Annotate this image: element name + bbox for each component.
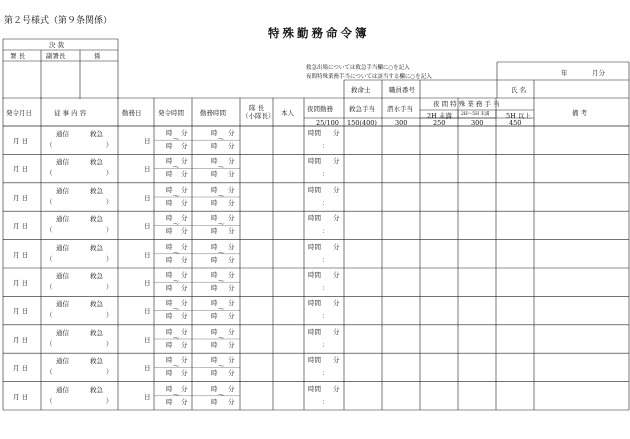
row-wt-hour: 時 xyxy=(211,214,218,223)
rate-ns-h1: 2H～5H 未満 xyxy=(461,112,490,117)
row-ot-minute: 分 xyxy=(181,271,188,279)
row-ot-hour2: 時 xyxy=(166,170,173,179)
row-day: 日 xyxy=(144,307,151,316)
row-wt-minute: 分 xyxy=(228,214,235,223)
row-paren-close: ） xyxy=(106,169,113,178)
row-wt-hour: 時 xyxy=(211,299,218,308)
row-kyukyu: 救急 xyxy=(90,300,103,309)
row-ot-tilde: 〜 xyxy=(173,220,180,229)
col-duty: 従 事 内 容 xyxy=(54,109,87,117)
row-wt-hour2: 時 xyxy=(211,227,218,236)
row-month-day: 月 日 xyxy=(13,279,29,287)
row-ot-minute2: 分 xyxy=(181,340,188,349)
row-wt-hour2: 時 xyxy=(211,170,218,179)
row-ot-hour: 時 xyxy=(166,271,173,279)
row-night-minute: 分 xyxy=(333,327,340,336)
row-jikan: 時間 xyxy=(308,299,321,308)
col-night: 夜間勤務 xyxy=(307,105,333,113)
row-wt-hour: 時 xyxy=(211,384,218,393)
row-wt-minute: 分 xyxy=(228,185,235,194)
row-ot-hour2: 時 xyxy=(166,312,173,321)
row-colon: ： xyxy=(322,227,329,236)
role-label-staff-number: 職員番号 xyxy=(389,86,415,94)
note-emergency: 救急出場については救急手当欄に○を記入 xyxy=(306,65,410,71)
row-wt-hour: 時 xyxy=(211,185,218,194)
rate-ns-v2: 450 xyxy=(509,119,522,127)
row-tsushin: 通信 xyxy=(56,300,69,309)
row-wt-minute: 分 xyxy=(228,271,235,279)
row-ot-hour2: 時 xyxy=(166,255,173,264)
row-jikan: 時間 xyxy=(308,214,321,223)
row-paren-open: （ xyxy=(46,311,53,320)
row-tsushin: 通信 xyxy=(56,328,69,337)
role-label-paramedic: 救命士 xyxy=(351,86,371,94)
row-wt-tilde: 〜 xyxy=(218,305,225,314)
row-kyukyu: 救急 xyxy=(90,328,103,337)
row-paren-open: （ xyxy=(46,169,53,178)
row-wt-tilde: 〜 xyxy=(218,135,225,143)
row-tsushin: 通信 xyxy=(56,357,69,366)
row-wt-minute: 分 xyxy=(228,356,235,365)
row-kyukyu: 救急 xyxy=(90,272,103,280)
row-ot-hour: 時 xyxy=(166,327,173,336)
col-order-date: 発令月日 xyxy=(6,109,32,117)
row-day: 日 xyxy=(144,335,151,344)
row-wt-minute2: 分 xyxy=(228,369,235,378)
row-kyukyu: 救急 xyxy=(90,186,103,195)
row-wt-tilde: 〜 xyxy=(218,163,225,172)
row-wt-hour2: 時 xyxy=(211,340,218,349)
row-ot-hour: 時 xyxy=(166,214,173,223)
row-wt-tilde: 〜 xyxy=(218,362,225,371)
row-ot-minute: 分 xyxy=(181,185,188,194)
row-month-day: 月 日 xyxy=(13,137,29,145)
row-wt-minute: 分 xyxy=(228,299,235,308)
row-wt-hour: 時 xyxy=(211,129,218,137)
row-tsushin: 通信 xyxy=(56,243,69,252)
row-paren-close: ） xyxy=(106,226,113,235)
row-wt-minute: 分 xyxy=(228,157,235,166)
row-ot-tilde: 〜 xyxy=(173,305,180,314)
row-wt-hour2: 時 xyxy=(211,198,218,207)
row-month-day: 月 日 xyxy=(13,392,29,401)
row-wt-minute2: 分 xyxy=(228,284,235,292)
col-work-date: 勤務日 xyxy=(122,109,142,117)
row-paren-open: （ xyxy=(46,141,53,149)
row-day: 日 xyxy=(144,279,151,287)
row-colon: ： xyxy=(322,198,329,207)
period-year: 年 xyxy=(561,69,568,77)
row-wt-minute: 分 xyxy=(228,327,235,336)
row-ot-tilde: 〜 xyxy=(173,248,180,257)
row-paren-close: ） xyxy=(106,254,113,263)
row-ot-minute: 分 xyxy=(181,327,188,336)
row-jikan: 時間 xyxy=(308,384,321,393)
row-jikan: 時間 xyxy=(308,271,321,279)
row-ot-hour: 時 xyxy=(166,242,173,251)
row-paren-close: ） xyxy=(106,283,113,291)
note-night: 夜間特殊業務手当については該当する欄に○を記入 xyxy=(306,74,432,80)
rate-emergency: 150(400) xyxy=(347,119,377,127)
row-ot-minute2: 分 xyxy=(181,397,188,406)
col-water: 潜水手当 xyxy=(387,105,413,113)
row-day: 日 xyxy=(144,364,151,373)
row-wt-hour2: 時 xyxy=(211,369,218,378)
row-paren-open: （ xyxy=(46,396,53,405)
row-colon: ： xyxy=(322,340,329,349)
row-ot-minute2: 分 xyxy=(181,369,188,378)
col-self: 本人 xyxy=(281,109,294,117)
row-ot-hour2: 時 xyxy=(166,369,173,378)
row-wt-tilde: 〜 xyxy=(218,191,225,200)
row-wt-hour: 時 xyxy=(211,242,218,251)
col-work-time: 勤務時間 xyxy=(200,109,226,117)
row-ot-hour: 時 xyxy=(166,384,173,393)
row-tsushin: 通信 xyxy=(56,186,69,195)
row-day: 日 xyxy=(144,392,151,401)
row-ot-hour2: 時 xyxy=(166,142,173,150)
col-captain: 隊 長 xyxy=(249,104,265,112)
row-paren-open: （ xyxy=(46,283,53,291)
row-day: 日 xyxy=(144,193,151,202)
row-colon: ： xyxy=(322,369,329,378)
row-night-minute: 分 xyxy=(333,185,340,194)
row-day: 日 xyxy=(144,165,151,174)
row-tsushin: 通信 xyxy=(56,215,69,224)
row-colon: ： xyxy=(322,397,329,406)
row-night-minute: 分 xyxy=(333,242,340,251)
row-ot-minute: 分 xyxy=(181,242,188,251)
row-kyukyu: 救急 xyxy=(90,215,103,224)
row-ot-minute: 分 xyxy=(181,214,188,223)
col-order-time: 発令時間 xyxy=(158,109,184,117)
row-paren-open: （ xyxy=(46,197,53,206)
row-ot-minute2: 分 xyxy=(181,227,188,236)
row-ot-minute: 分 xyxy=(181,129,188,137)
row-ot-tilde: 〜 xyxy=(173,362,180,371)
row-month-day: 月 日 xyxy=(13,335,29,344)
row-wt-minute2: 分 xyxy=(228,312,235,321)
row-ot-minute2: 分 xyxy=(181,198,188,207)
row-day: 日 xyxy=(144,222,151,231)
row-wt-minute2: 分 xyxy=(228,170,235,179)
col-emergency: 救急手当 xyxy=(349,105,375,113)
row-paren-close: ） xyxy=(106,339,113,348)
row-kyukyu: 救急 xyxy=(90,130,103,138)
row-colon: ： xyxy=(322,255,329,264)
row-paren-close: ） xyxy=(106,311,113,320)
row-colon: ： xyxy=(322,312,329,321)
col-remarks: 備 考 xyxy=(572,109,588,117)
row-ot-minute2: 分 xyxy=(181,255,188,264)
row-wt-hour2: 時 xyxy=(211,142,218,150)
row-ot-minute2: 分 xyxy=(181,170,188,179)
row-wt-hour: 時 xyxy=(211,271,218,279)
row-month-day: 月 日 xyxy=(13,222,29,231)
row-paren-close: ） xyxy=(106,396,113,405)
rate-ns-h0: 2H 未満 xyxy=(427,112,452,120)
row-jikan: 時間 xyxy=(308,129,321,137)
row-ot-hour2: 時 xyxy=(166,340,173,349)
row-ot-minute: 分 xyxy=(181,157,188,166)
row-paren-open: （ xyxy=(46,254,53,263)
row-night-minute: 分 xyxy=(333,157,340,166)
row-ot-hour2: 時 xyxy=(166,227,173,236)
row-day: 日 xyxy=(144,137,151,145)
row-paren-close: ） xyxy=(106,368,113,377)
rate-ns-v1: 300 xyxy=(471,119,484,127)
row-jikan: 時間 xyxy=(308,157,321,166)
row-ot-tilde: 〜 xyxy=(173,163,180,172)
row-month-day: 月 日 xyxy=(13,364,29,373)
row-wt-tilde: 〜 xyxy=(218,333,225,342)
row-night-minute: 分 xyxy=(333,129,340,137)
row-ot-tilde: 〜 xyxy=(173,277,180,285)
row-wt-hour2: 時 xyxy=(211,397,218,406)
row-kyukyu: 救急 xyxy=(90,385,103,394)
rate-night: 25/100 xyxy=(316,119,339,127)
row-ot-hour: 時 xyxy=(166,299,173,308)
row-jikan: 時間 xyxy=(308,356,321,365)
col-night-special: 夜 間 特 殊 業 務 手 当 xyxy=(433,100,500,108)
rate-ns-v0: 250 xyxy=(433,119,446,127)
row-ot-tilde: 〜 xyxy=(173,191,180,200)
row-wt-minute: 分 xyxy=(228,129,235,137)
row-wt-minute2: 分 xyxy=(228,198,235,207)
row-wt-tilde: 〜 xyxy=(218,248,225,257)
row-wt-minute2: 分 xyxy=(228,142,235,150)
row-ot-minute2: 分 xyxy=(181,142,188,150)
row-night-minute: 分 xyxy=(333,214,340,223)
row-ot-tilde: 〜 xyxy=(173,390,180,399)
row-colon: ： xyxy=(322,170,329,179)
row-wt-minute2: 分 xyxy=(228,397,235,406)
row-wt-hour: 時 xyxy=(211,327,218,336)
row-ot-hour: 時 xyxy=(166,185,173,194)
row-ot-minute: 分 xyxy=(181,299,188,308)
row-night-minute: 分 xyxy=(333,384,340,393)
row-ot-hour2: 時 xyxy=(166,284,173,292)
name-label: 氏 名 xyxy=(511,86,527,94)
row-month-day: 月 日 xyxy=(13,307,29,316)
period-month: 月分 xyxy=(592,69,605,77)
row-wt-minute2: 分 xyxy=(228,227,235,236)
page-title: 特殊勤務命令簿 xyxy=(268,26,370,40)
row-wt-hour2: 時 xyxy=(211,255,218,264)
row-jikan: 時間 xyxy=(308,327,321,336)
row-ot-hour2: 時 xyxy=(166,198,173,207)
row-colon: ： xyxy=(322,284,329,292)
row-jikan: 時間 xyxy=(308,242,321,251)
row-month-day: 月 日 xyxy=(13,165,29,174)
row-ot-hour2: 時 xyxy=(166,397,173,406)
row-wt-hour2: 時 xyxy=(211,284,218,292)
row-wt-hour2: 時 xyxy=(211,312,218,321)
approval-col-chief: 署 長 xyxy=(10,52,26,60)
row-kyukyu: 救急 xyxy=(90,158,103,167)
row-tsushin: 通信 xyxy=(56,130,69,138)
row-kyukyu: 救急 xyxy=(90,243,103,252)
row-kyukyu: 救急 xyxy=(90,357,103,366)
row-wt-minute2: 分 xyxy=(228,340,235,349)
row-month-day: 月 日 xyxy=(13,250,29,259)
rate-water: 300 xyxy=(395,119,408,127)
row-wt-minute2: 分 xyxy=(228,255,235,264)
row-month-day: 月 日 xyxy=(13,193,29,202)
row-paren-open: （ xyxy=(46,368,53,377)
row-wt-tilde: 〜 xyxy=(218,277,225,285)
row-ot-minute2: 分 xyxy=(181,284,188,292)
row-ot-minute: 分 xyxy=(181,384,188,393)
row-night-minute: 分 xyxy=(333,271,340,279)
row-paren-open: （ xyxy=(46,226,53,235)
row-night-minute: 分 xyxy=(333,299,340,308)
row-night-minute: 分 xyxy=(333,356,340,365)
row-jikan: 時間 xyxy=(308,185,321,194)
approval-col-staff: 係 xyxy=(94,52,101,60)
approval-header: 決 裁 xyxy=(49,41,65,49)
row-paren-close: ） xyxy=(106,197,113,206)
row-ot-hour: 時 xyxy=(166,356,173,365)
row-ot-tilde: 〜 xyxy=(173,333,180,342)
row-ot-minute: 分 xyxy=(181,356,188,365)
row-ot-tilde: 〜 xyxy=(173,135,180,143)
col-captain-sub: （小隊長） xyxy=(242,112,275,120)
row-ot-hour: 時 xyxy=(166,129,173,137)
row-day: 日 xyxy=(144,250,151,259)
row-wt-hour: 時 xyxy=(211,356,218,365)
form-label: 第２号様式（第９条関係） xyxy=(4,16,113,26)
row-wt-minute: 分 xyxy=(228,384,235,393)
row-tsushin: 通信 xyxy=(56,272,69,280)
approval-col-deputy: 副署長 xyxy=(46,52,66,60)
row-tsushin: 通信 xyxy=(56,385,69,394)
row-ot-minute2: 分 xyxy=(181,312,188,321)
row-wt-minute: 分 xyxy=(228,242,235,251)
row-wt-tilde: 〜 xyxy=(218,220,225,229)
row-paren-open: （ xyxy=(46,339,53,348)
row-colon: ： xyxy=(322,142,329,150)
row-paren-close: ） xyxy=(106,141,113,149)
row-tsushin: 通信 xyxy=(56,158,69,167)
row-ot-hour: 時 xyxy=(166,157,173,166)
row-wt-tilde: 〜 xyxy=(218,390,225,399)
row-wt-hour: 時 xyxy=(211,157,218,166)
rate-ns-h2: 5H 以上 xyxy=(506,112,531,120)
